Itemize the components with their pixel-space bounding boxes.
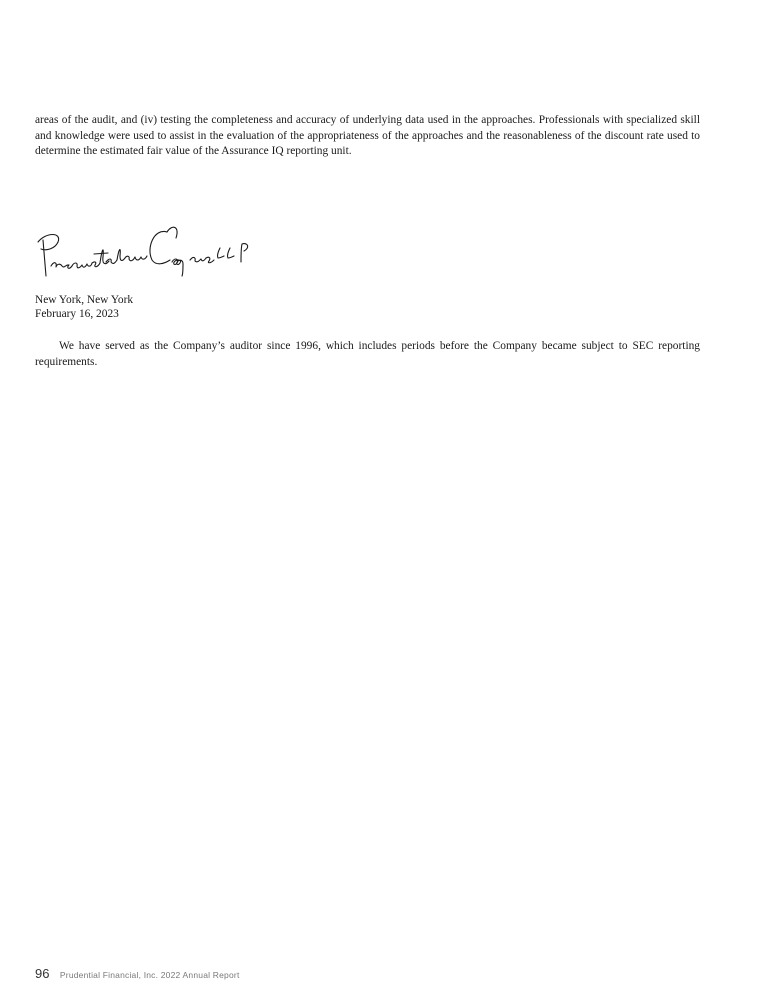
auditor-tenure-paragraph: We have served as the Company’s auditor since 1996, which includes periods before the Company became subject to SEC reporting requirements. <box>35 340 700 368</box>
page-number: 96 <box>35 966 50 981</box>
auditor-signature <box>34 218 249 280</box>
signing-location: New York, New York <box>35 294 134 306</box>
signing-date: February 16, 2023 <box>35 307 119 320</box>
page-footer <box>35 965 240 983</box>
report-title: Prudential Financial, Inc. 2022 Annual Report <box>59 970 240 980</box>
audit-paragraph: areas of the audit, and (iv) testing the completeness and accuracy of underlying data used in the approaches. Professionals with specialized skill and knowledge were used to assist in the evaluation of the appropriateness of the approaches and the reasonableness of the discount rate used to determine the estimated fair value of the Assurance IQ reporting unit. <box>35 114 700 157</box>
signature-location-date <box>35 294 133 321</box>
